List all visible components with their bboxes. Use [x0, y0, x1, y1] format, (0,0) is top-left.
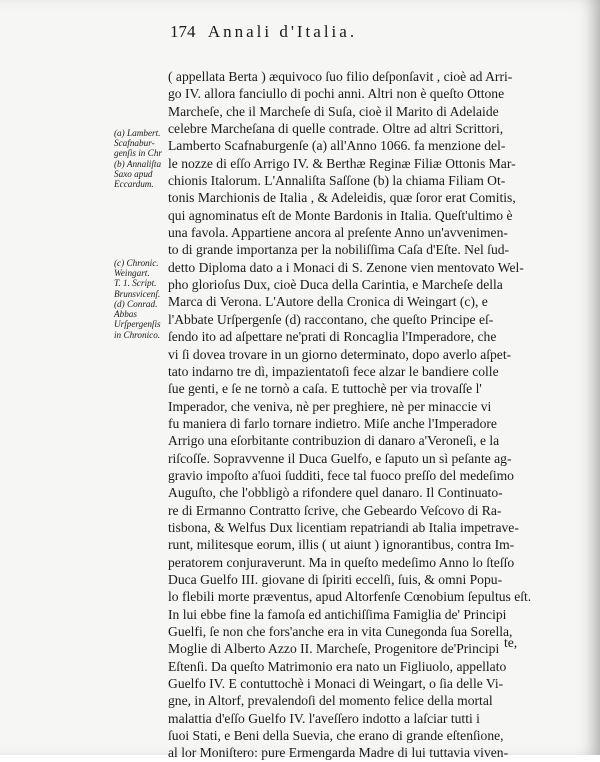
text-line: ſuoi Stati, e Beni della Suevia, che erano di grande eſtenſione,	[168, 728, 504, 744]
side-note-line: Scafnabur-	[114, 138, 155, 149]
side-note-line: Eccardum.	[114, 179, 154, 190]
side-note-line: (a) Lambert.	[114, 128, 161, 138]
side-note-line: Saxo apud	[114, 169, 153, 180]
side-note-line: Brunsvicenſ.	[114, 288, 161, 299]
text-line: qui agnominatus eſt de Monte Bardonis in Italia. Queſt'ultimo è	[168, 207, 513, 223]
text-line: detto Diploma dato a i Monaci di S. Zenone vien mentovato Wel-	[168, 259, 524, 275]
text-line: una favola. Appartiene ancora al preſente Anno un'avvenimen-	[168, 225, 508, 241]
side-note-line: Urſpergenſis	[114, 319, 161, 330]
text-line: peratorem conjuraverunt. Ma in queſto medeſimo Anno lo ſteſſo	[168, 554, 515, 570]
text-line: gravio impoſto a'ſuoi ſudditi, fece tal fuoco preſſo del medeſimo	[168, 467, 514, 483]
text-line: go IV. allora fanciullo di pochi anni. Altri non è queſto Ottone	[168, 86, 505, 102]
catchword: te,	[504, 635, 518, 650]
text-line: al lor Moniſtero: pure Ermengarda Madre di lui tuttavia viven-	[168, 745, 509, 761]
text-line: pho glorioſus Dux, cioè Duca della Carintia, e Marcheſe della	[168, 277, 503, 293]
text-line: Marca di Verona. L'Autore della Cronica di Weingart (c), e	[168, 294, 488, 310]
side-note-line: in Chronico.	[114, 329, 161, 340]
text-line: In lui ebbe fine la famoſa ed antichiſſima Famiglia de' Principi	[168, 606, 507, 622]
text-line: malattia d'eſſo Guelfo IV. l'aveſſero indotto a laſciar tutti i	[168, 710, 480, 726]
side-note-d	[114, 299, 168, 340]
text-line: ( appellata Berta ) æquivoco ſuo filio deſponſavit , cioè ad Arri-	[168, 69, 513, 84]
page-number: 174	[170, 22, 196, 41]
side-note-line: genſis in Chr	[114, 148, 162, 159]
text-line: Moglie di Alberto Azzo II. Marcheſe, Progenitore de'Principi	[168, 641, 500, 657]
text-line: Guelfi, ſe non che fors'anche era in vita Cunegonda ſua Sorella,	[168, 624, 513, 639]
text-line: l'Abbate Urſpergenſe (d) raccontano, che queſto Principe eſ-	[168, 311, 494, 327]
text-line: fu maniera di farlo tornare indietro. Miſe anche l'Imperadore	[168, 415, 497, 431]
text-line: tisbona, & Welfus Dux licentiam repatriandi ab Italia impetrave-	[168, 519, 519, 535]
text-line: ſendo ito ad aſpettare ne'prati di Roncaglia l'Imperadore, che	[168, 329, 497, 345]
side-note-a	[114, 128, 168, 159]
text-line: Auguſto, che l'obbligò a rifondere quel danaro. Il Continuato-	[168, 485, 503, 501]
text-line: tonis Marchionis de Italia , & Adeleidis, quæ ſoror erat Comitis,	[168, 190, 516, 206]
text-line: Arrigo una eſorbitante contribuzion di danaro a'Veroneſi, e la	[168, 433, 500, 449]
text-line: lo flebili morte præventus, apud Altorfenſe Cœnobium ſepultus eſt.	[168, 589, 532, 605]
side-note-line: (b) Annaliſta	[114, 159, 162, 169]
side-note-line: T. 1. Script.	[114, 278, 157, 289]
text-line: Eſtenſi. Da queſto Matrimonio era nato un Figliuolo, appellato	[168, 658, 507, 674]
running-title: Annali d'Italia.	[207, 22, 358, 41]
text-line: riſcoſſe. Sopravvenne il Duca Guelfo, e ſaputo un sì peſante ag-	[168, 450, 512, 466]
text-line: Duca Guelfo III. giovane di ſpiriti eccelſi, ſuis, & omni Popu-	[168, 571, 503, 587]
text-line: Marcheſe, che il Marcheſe di Suſa, cioè il Marito di Adelaide	[168, 103, 499, 119]
text-line: Lamberto Scafnaburgenſe (a) all'Anno 1066. fa menzione del-	[168, 138, 506, 154]
side-note-line: Abbas	[114, 309, 137, 320]
text-line: celebre Marcheſana di quelle contrade. Oltre ad altri Scrittori,	[168, 121, 504, 137]
text-line: Imperador, che veniva, nè per preghiere, nè per minaccie vi	[168, 398, 492, 414]
side-note-line: (c) Chronic.	[114, 258, 159, 268]
text-line: chionis Italorum. L'Annaliſta Saſſone (b) la chiama Filiam Ot-	[168, 173, 506, 189]
text-line: le nozze di eſſo Arrigo IV. & Berthæ Reginæ Filiæ Ottonis Mar-	[168, 155, 516, 171]
text-line: re di Ermanno Contratto ſcrive, che Gebeardo Veſcovo di Ra-	[168, 502, 502, 518]
page-header	[170, 22, 480, 42]
side-note-c	[114, 258, 168, 299]
text-line: ſue genti, e ſe ne tornò a caſa. E tuttochè per via trovaſſe l'	[168, 381, 482, 397]
text-line: Guelfo IV. E contuttochè i Monaci di Weingart, o ſia delle Vi-	[168, 676, 504, 692]
text-line: to di grande importanza per la nobiliſſima Caſa d'Eſte. Nel ſud-	[168, 242, 510, 258]
side-note-line: Weingart.	[114, 268, 150, 279]
side-note-line: (d) Conrad.	[114, 299, 158, 309]
text-line: tato indarno tre dì, impazientatoſi fece alzar le bandiere colle	[168, 363, 499, 379]
text-line: runt, militesque eorum, illis ( ut aiunt ) ignorantibus, contra Im-	[168, 537, 515, 553]
text-line: gne, in Altorf, prevalendoſi del momento felice della mortal	[168, 693, 493, 709]
main-text	[168, 68, 551, 762]
side-note-b	[114, 159, 168, 190]
text-line: vi ſi dovea trovare in un giorno determinato, dopo averlo aſpet-	[168, 346, 512, 362]
